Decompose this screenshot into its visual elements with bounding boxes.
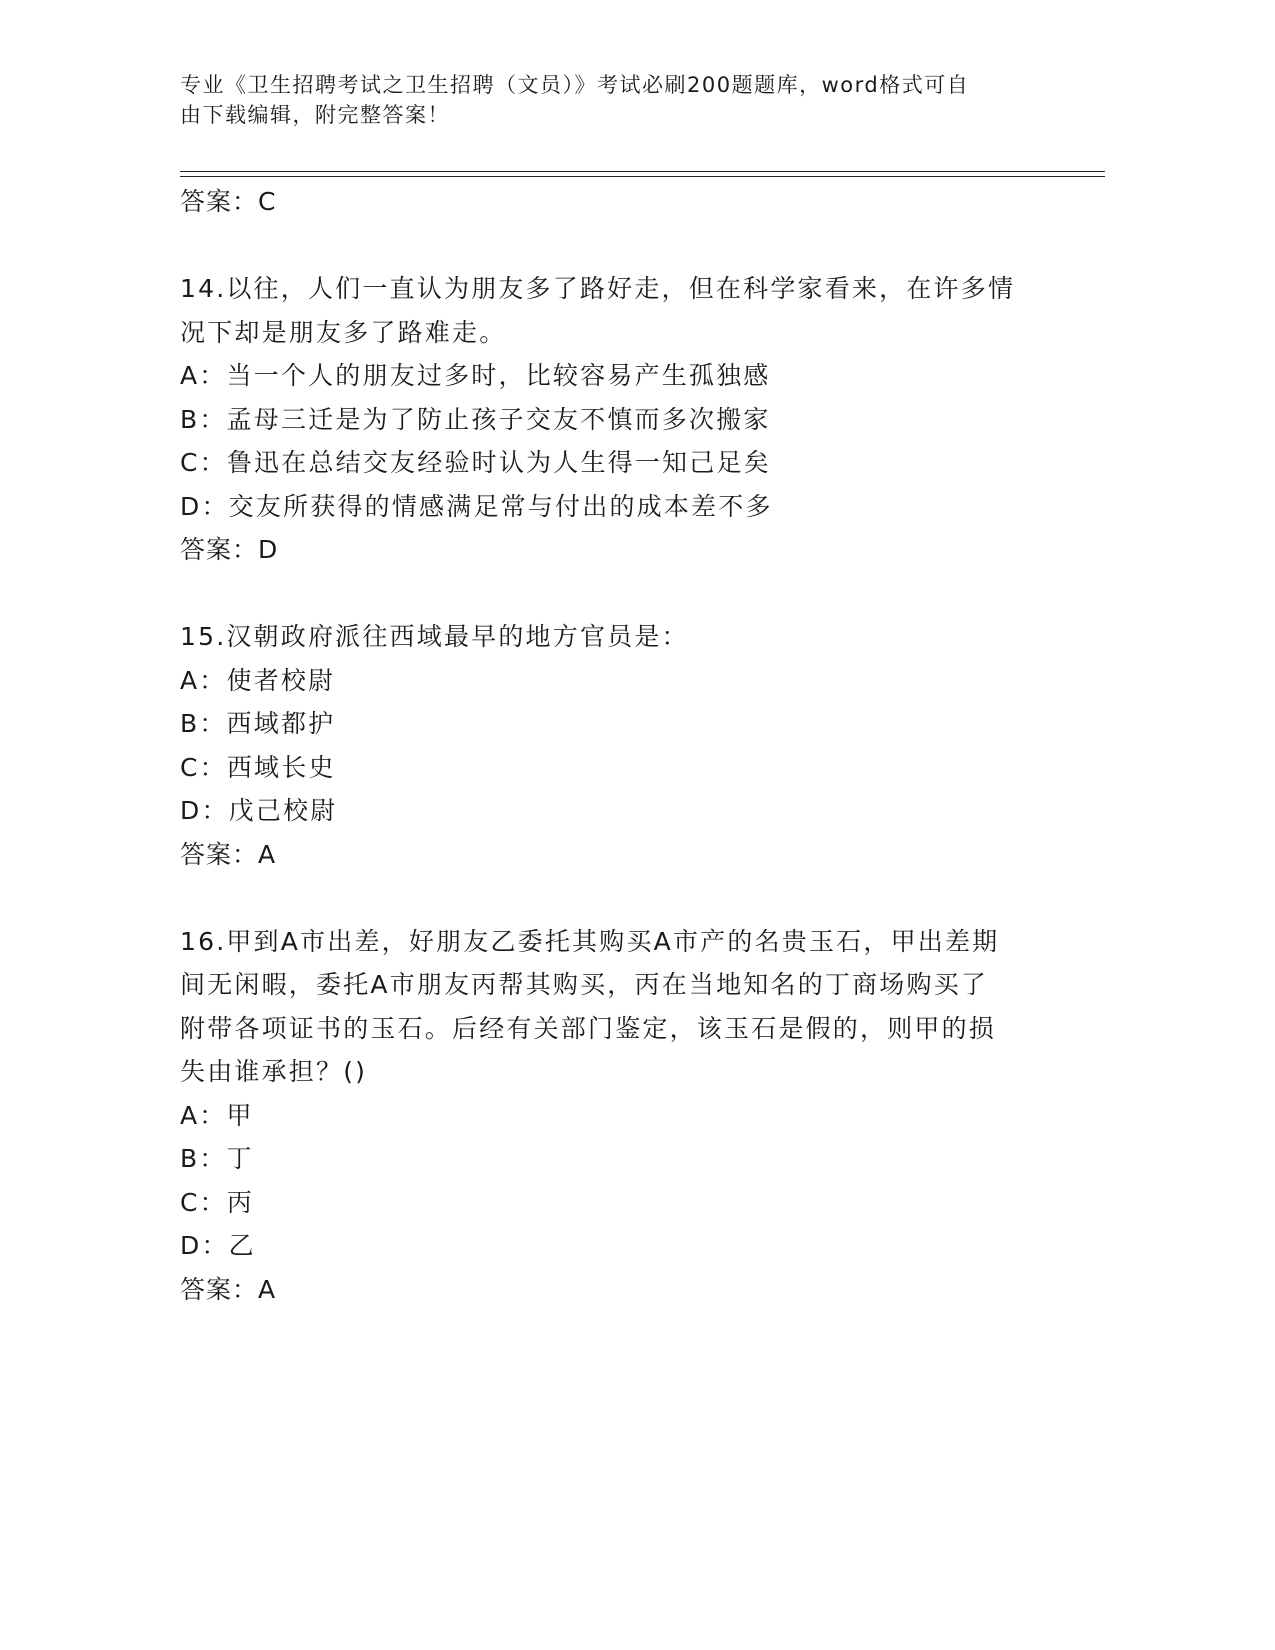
question-16-option-c: C：丙: [180, 1187, 255, 1217]
question-14-option-c: C：鲁迅在总结交友经验时认为人生得一知己足矣: [180, 448, 771, 477]
question-15-option-a: A：使者校尉: [180, 665, 336, 695]
header-divider-bottom: [180, 176, 1105, 177]
spacer: [180, 224, 1040, 268]
question-16-option-b: B：丁: [180, 1144, 254, 1173]
question-15-option-c: C：西域长史: [180, 752, 336, 782]
question-14: [180, 267, 1040, 572]
spacer: [180, 572, 1040, 616]
question-16: [180, 920, 1040, 1312]
question-15: [180, 615, 1040, 876]
spacer: [180, 876, 1040, 920]
question-14-answer: 答案：D: [180, 535, 279, 564]
question-14-text-line-2: 况下却是朋友多了路难走。: [180, 317, 507, 347]
document-header: [180, 70, 1040, 130]
question-16-text-line-2: 间无闲暇，委托A市朋友丙帮其购买，丙在当地知名的丁商场购买了: [180, 970, 989, 999]
question-content: [180, 180, 1040, 1311]
previous-answer: 答案：C: [180, 187, 277, 216]
question-15-option-d: D：戊己校尉: [180, 796, 338, 825]
question-14-option-a: A：当一个人的朋友过多时，比较容易产生孤独感: [180, 361, 771, 390]
question-15-text-line-1: 15.汉朝政府派往西域最早的地方官员是：: [180, 622, 689, 651]
question-16-text-line-1: 16.甲到A市出差，好朋友乙委托其购买A市产的名贵玉石，甲出差期: [180, 926, 1000, 956]
question-16-text-line-3: 附带各项证书的玉石。后经有关部门鉴定，该玉石是假的，则甲的损: [180, 1013, 997, 1043]
header-divider-top: [180, 171, 1105, 172]
question-16-answer: 答案：A: [180, 1274, 277, 1304]
question-14-option-b: B：孟母三迁是为了防止孩子交友不慎而多次搬家: [180, 404, 771, 434]
question-14-option-d: D：交友所获得的情感满足常与付出的成本差不多: [180, 491, 773, 521]
question-16-option-a: A：甲: [180, 1100, 254, 1130]
question-16-option-d: D：乙: [180, 1231, 256, 1260]
header-line-2: 由下载编辑，附完整答案！: [180, 103, 450, 127]
question-16-text-line-4: 失由谁承担？(): [180, 1057, 368, 1086]
question-15-option-b: B：西域都护: [180, 709, 336, 738]
question-15-answer: 答案：A: [180, 839, 277, 869]
header-line-1: 专业《卫生招聘考试之卫生招聘（文员）》考试必刷200题题库，word格式可自: [180, 73, 970, 97]
question-14-text-line-1: 14.以往，人们一直认为朋友多了路好走，但在科学家看来，在许多情: [180, 274, 1016, 303]
